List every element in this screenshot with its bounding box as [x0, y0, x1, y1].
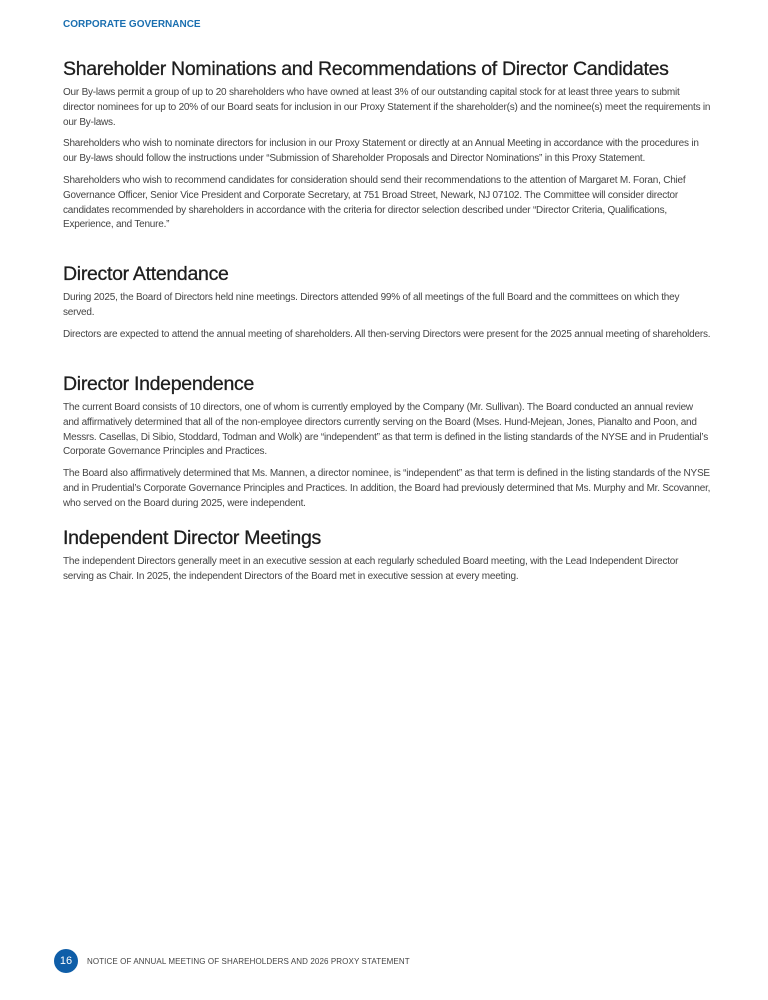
footer-title: NOTICE OF ANNUAL MEETING OF SHAREHOLDERS AND 2026 PROXY STATEMENT — [87, 956, 410, 966]
paragraph: Shareholders who wish to recommend candidates for consideration should send their recommendations to the attention of Margaret M. Foran, Chief Governance Officer, Senior Vice President and Corporate Secretary, at 751 Broad Street, Newark, NJ 07102. The Committee will consider director candidates recommended by shareholders in accordance with the criteria for director selection described under “Director Criteria, Qualifications, Experience, and Tenure.” — [63, 174, 686, 231]
section-heading: Director Attendance — [63, 263, 229, 285]
paragraph: Our By-laws permit a group of up to 20 shareholders who have owned at least 3% of our outstanding capital stock for at least three years to submit director nominees for up to 20% of our Board seats for inclusion in our Proxy Statement if the shareholder(s) and the nominee(s) meet the requirements in our By-laws. — [63, 87, 711, 128]
section-heading: Director Independence — [63, 373, 254, 395]
paragraph: Directors are expected to attend the annual meeting of shareholders. All then-serving Directors were present for the 2025 annual meeting of shareholders. — [63, 328, 711, 340]
page-footer — [54, 949, 410, 973]
section-heading: Shareholder Nominations and Recommendations of Director Candidates — [63, 58, 669, 80]
paragraph: Shareholders who wish to nominate directors for inclusion in our Proxy Statement or directly at an Annual Meeting in accordance with the procedures in our By-laws should follow the instructions under “Submission of Shareholder Proposals and Director Nominations” in this Proxy Statement. — [63, 138, 699, 165]
paragraph: The independent Directors generally meet in an executive session at each regularly scheduled Board meeting, with the Lead Independent Director serving as Chair. In 2025, the independent Directors of the Board met in executive session at every meeting. — [63, 556, 679, 582]
page-number-badge: 16 — [54, 949, 78, 973]
paragraph: The Board also affirmatively determined that Ms. Mannen, a director nominee, is “independent” as that term is defined in the listing standards of the NYSE and in Prudential’s Corporate Governance Principles and Practices. In addition, the Board had previously determined that Ms. Murphy and Mr. Scovanner, who served on the Board during 2025, were independent. — [63, 468, 711, 509]
section-heading: Independent Director Meetings — [63, 527, 321, 549]
paragraph: During 2025, the Board of Directors held nine meetings. Directors attended 99% of all meetings of the full Board and the committees on which they served. — [63, 292, 680, 318]
section-shareholder-nominations — [63, 57, 711, 240]
section-kicker: CORPORATE GOVERNANCE — [63, 19, 201, 30]
paragraph: The current Board consists of 10 directors, one of whom is currently employed by the Company (Mr. Sullivan). The Board conducted an annual review and affirmatively determined that all of the non-employee directors currently serving on the Board (Mses. Hund-Mejean, Jones, Pianalto and Poon, and Messrs. Casellas, Di Sibio, Stoddard, Todman and Wolk) are “independent” as that term is defined in the listing standards of the NYSE and in Prudential’s Corporate Governance Principles and Practices. — [63, 402, 709, 458]
section-independent-director-meetings — [63, 526, 711, 592]
section-director-attendance — [63, 262, 711, 349]
section-director-independence — [63, 372, 711, 519]
